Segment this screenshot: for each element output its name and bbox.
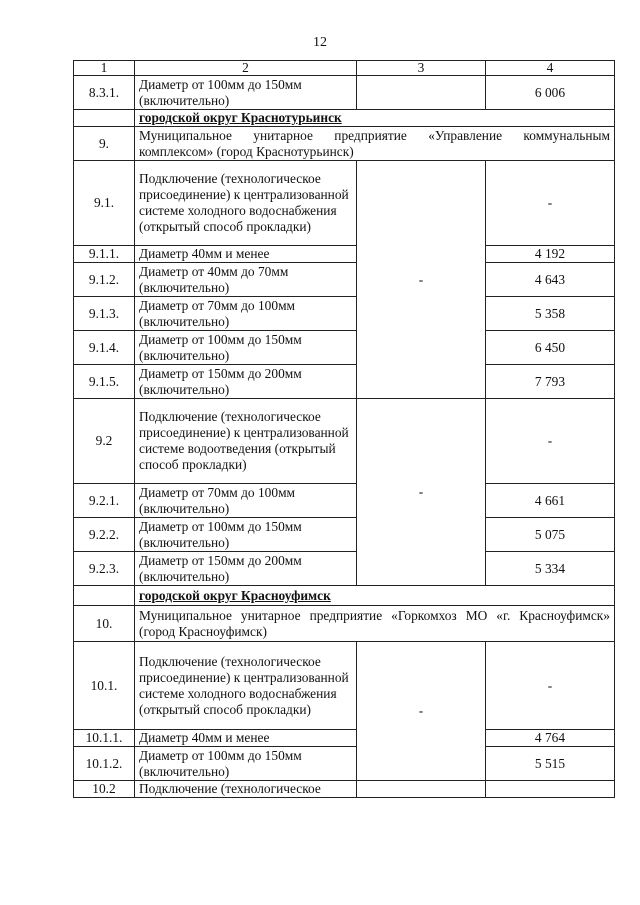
- table-row: [74, 552, 615, 586]
- row-number: 10.1.1.: [74, 730, 135, 747]
- row-description: Подключение (технологическое присоединение) к централизованной системе водоотведения (открытый способ прокладки): [135, 399, 357, 484]
- row-value: -: [486, 161, 615, 246]
- table-row: [74, 297, 615, 331]
- row-col3: [357, 781, 486, 798]
- table-row: [74, 518, 615, 552]
- header-cell: 3: [357, 61, 486, 76]
- table-row: [74, 161, 615, 246]
- table-row: [74, 484, 615, 518]
- row-value: 6 450: [486, 331, 615, 365]
- row-value: -: [486, 399, 615, 484]
- row-number: 9.1.: [74, 161, 135, 246]
- section-row: [74, 586, 615, 606]
- table-row: [74, 781, 615, 798]
- table-row: [74, 747, 615, 781]
- row-description: Диаметр от 150мм до 200мм (включительно): [135, 552, 357, 586]
- row-value: 4 661: [486, 484, 615, 518]
- row-number: 10.: [74, 606, 135, 642]
- section-title: городской округ Краснотурьинск: [135, 110, 615, 127]
- row-description: Диаметр от 100мм до 150мм (включительно): [135, 76, 357, 110]
- row-description: Диаметр от 40мм до 70мм (включительно): [135, 263, 357, 297]
- organization-row: [74, 127, 615, 161]
- row-number: 10.1.2.: [74, 747, 135, 781]
- col3-merged-cell: -: [357, 399, 486, 586]
- organization-row: [74, 606, 615, 642]
- row-description: Диаметр 40мм и менее: [135, 246, 357, 263]
- row-value: -: [486, 642, 615, 730]
- row-number: 9.2.2.: [74, 518, 135, 552]
- row-description: Диаметр от 100мм до 150мм (включительно): [135, 518, 357, 552]
- row-value: 7 793: [486, 365, 615, 399]
- row-description: Диаметр от 70мм до 100мм (включительно): [135, 297, 357, 331]
- row-value: 4 192: [486, 246, 615, 263]
- row-value: 4 643: [486, 263, 615, 297]
- table-row: [74, 246, 615, 263]
- col3-merged-cell: -: [357, 642, 486, 781]
- organization-name: Муниципальное унитарное предприятие «Горкомхоз МО «г. Красноуфимск» (город Красноуфимск): [135, 606, 615, 642]
- row-description: Диаметр от 100мм до 150мм (включительно): [135, 747, 357, 781]
- row-number: 9.1.4.: [74, 331, 135, 365]
- row-value: 6 006: [486, 76, 615, 110]
- row-number: 9.1.5.: [74, 365, 135, 399]
- header-cell: 4: [486, 61, 615, 76]
- row-number: 9.2.1.: [74, 484, 135, 518]
- row-value: [486, 781, 615, 798]
- row-description: Диаметр от 150мм до 200мм (включительно): [135, 365, 357, 399]
- row-value: 5 334: [486, 552, 615, 586]
- table-row: [74, 365, 615, 399]
- row-number: 9.1.1.: [74, 246, 135, 263]
- tariff-table: [73, 60, 615, 798]
- header-cell: 2: [135, 61, 357, 76]
- section-title: городской округ Красноуфимск: [135, 586, 615, 606]
- table-row: [74, 263, 615, 297]
- row-number: 9.2.3.: [74, 552, 135, 586]
- row-description: Подключение (технологическое присоединение) к централизованной системе холодного водоснабжения (открытый способ прокладки): [135, 161, 357, 246]
- row-value: 5 358: [486, 297, 615, 331]
- row-number: 9.: [74, 127, 135, 161]
- row-description: Диаметр от 100мм до 150мм (включительно): [135, 331, 357, 365]
- col3-merged-cell: -: [357, 161, 486, 399]
- row-number: 8.3.1.: [74, 76, 135, 110]
- header-cell: 1: [74, 61, 135, 76]
- section-row: [74, 110, 615, 127]
- table-row: [74, 331, 615, 365]
- row-number: 9.1.2.: [74, 263, 135, 297]
- page-number: 12: [313, 35, 327, 50]
- table-row: [74, 642, 615, 730]
- table-row: [74, 730, 615, 747]
- table-row: [74, 76, 615, 110]
- row-number: 10.1.: [74, 642, 135, 730]
- row-description: Диаметр 40мм и менее: [135, 730, 357, 747]
- table-row: [74, 399, 615, 484]
- row-description: Диаметр от 70мм до 100мм (включительно): [135, 484, 357, 518]
- row-number: 9.2: [74, 399, 135, 484]
- row-col3: [357, 76, 486, 110]
- row-description: Подключение (технологическое присоединение) к централизованной системе холодного водоснабжения (открытый способ прокладки): [135, 642, 357, 730]
- row-value: 4 764: [486, 730, 615, 747]
- row-number: 9.1.3.: [74, 297, 135, 331]
- organization-name: Муниципальное унитарное предприятие «Управление коммунальным комплексом» (город Краснотурьинск): [135, 127, 615, 161]
- row-value: 5 515: [486, 747, 615, 781]
- row-value: 5 075: [486, 518, 615, 552]
- table-header-row: [74, 61, 615, 76]
- row-description: Подключение (технологическое: [135, 781, 357, 798]
- row-number: 10.2: [74, 781, 135, 798]
